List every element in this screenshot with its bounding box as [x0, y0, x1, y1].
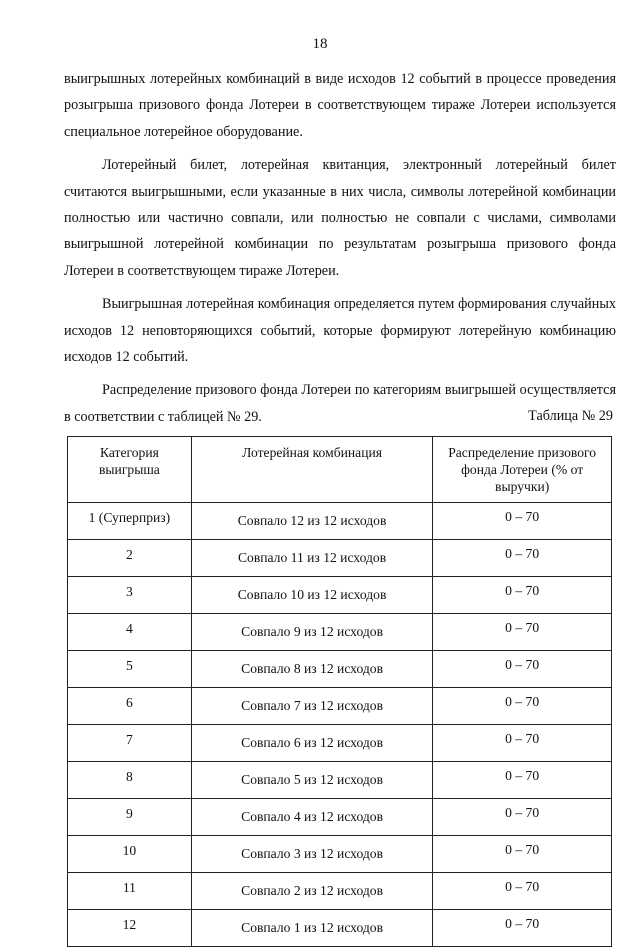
- cell-category: 7: [68, 725, 192, 762]
- cell-category: 5: [68, 651, 192, 688]
- cell-distribution: 0 – 70: [433, 725, 612, 762]
- table-row: [68, 725, 612, 762]
- cell-combination: Совпало 9 из 12 исходов: [191, 614, 432, 651]
- cell-category: 6: [68, 688, 192, 725]
- table-row: [68, 577, 612, 614]
- table-row: [68, 836, 612, 873]
- cell-combination: Совпало 12 из 12 исходов: [191, 503, 432, 540]
- header-combination: Лотерейная комбинация: [191, 437, 432, 503]
- cell-distribution: 0 – 70: [433, 799, 612, 836]
- cell-category: 4: [68, 614, 192, 651]
- header-category: Категория выигрыша: [68, 437, 192, 503]
- table-row: [68, 873, 612, 910]
- paragraph-continuation: выигрышных лотерейных комбинаций в виде исходов 12 событий в процессе проведения розыгрыша призового фонда Лотереи в соответствующем тираже Лотереи используется специальное лотерейное оборудование.: [64, 71, 616, 140]
- paragraph-prize-distribution: Распределение призового фонда Лотереи по категориям выигрышей осуществляется в соответствии с таблицей № 29.: [64, 382, 616, 425]
- cell-distribution: 0 – 70: [433, 762, 612, 799]
- prize-distribution-table: [67, 436, 612, 947]
- cell-distribution: 0 – 70: [433, 688, 612, 725]
- cell-category: 2: [68, 540, 192, 577]
- cell-distribution: 0 – 70: [433, 540, 612, 577]
- body-text: [64, 66, 616, 437]
- table-row: [68, 614, 612, 651]
- table-caption: Таблица № 29: [528, 408, 613, 424]
- table-body: [68, 503, 612, 947]
- cell-category: 1 (Суперприз): [68, 503, 192, 540]
- cell-distribution: 0 – 70: [433, 873, 612, 910]
- table-row: [68, 503, 612, 540]
- cell-distribution: 0 – 70: [433, 836, 612, 873]
- table-row: [68, 799, 612, 836]
- cell-combination: Совпало 10 из 12 исходов: [191, 577, 432, 614]
- paragraph-winning-combination: Выигрышная лотерейная комбинация определяется путем формирования случайных исходов 12 неповторяющихся событий, которые формируют лотерейную комбинацию исходов 12 событий.: [64, 296, 616, 366]
- header-distribution: Распределение призового фонда Лотереи (% от выручки): [433, 437, 612, 503]
- cell-category: 8: [68, 762, 192, 799]
- cell-combination: Совпало 3 из 12 исходов: [191, 836, 432, 873]
- cell-combination: Совпало 5 из 12 исходов: [191, 762, 432, 799]
- cell-combination: Совпало 2 из 12 исходов: [191, 873, 432, 910]
- cell-combination: Совпало 11 из 12 исходов: [191, 540, 432, 577]
- table-row: [68, 651, 612, 688]
- cell-combination: Совпало 1 из 12 исходов: [191, 910, 432, 947]
- cell-combination: Совпало 7 из 12 исходов: [191, 688, 432, 725]
- cell-combination: Совпало 6 из 12 исходов: [191, 725, 432, 762]
- cell-distribution: 0 – 70: [433, 614, 612, 651]
- cell-category: 11: [68, 873, 192, 910]
- page-number: 18: [312, 36, 328, 52]
- cell-distribution: 0 – 70: [433, 910, 612, 947]
- cell-distribution: 0 – 70: [433, 503, 612, 540]
- table-row: [68, 910, 612, 947]
- cell-distribution: 0 – 70: [433, 651, 612, 688]
- cell-category: 12: [68, 910, 192, 947]
- paragraph-winning-tickets: Лотерейный билет, лотерейная квитанция, электронный лотерейный билет считаются выигрышными, если указанные в них числа, символы лотерейной комбинации полностью или частично совпали, или полностью не совпали с числами, символами выигрышной лотерейной комбинации по результатам розыгрыша призового фонда Лотереи в соответствующем тираже Лотереи.: [64, 157, 616, 279]
- table-row: [68, 688, 612, 725]
- table-row: [68, 540, 612, 577]
- cell-combination: Совпало 8 из 12 исходов: [191, 651, 432, 688]
- cell-category: 3: [68, 577, 192, 614]
- cell-category: 9: [68, 799, 192, 836]
- cell-distribution: 0 – 70: [433, 577, 612, 614]
- cell-combination: Совпало 4 из 12 исходов: [191, 799, 432, 836]
- table-row: [68, 762, 612, 799]
- cell-category: 10: [68, 836, 192, 873]
- table-header-row: [68, 437, 612, 503]
